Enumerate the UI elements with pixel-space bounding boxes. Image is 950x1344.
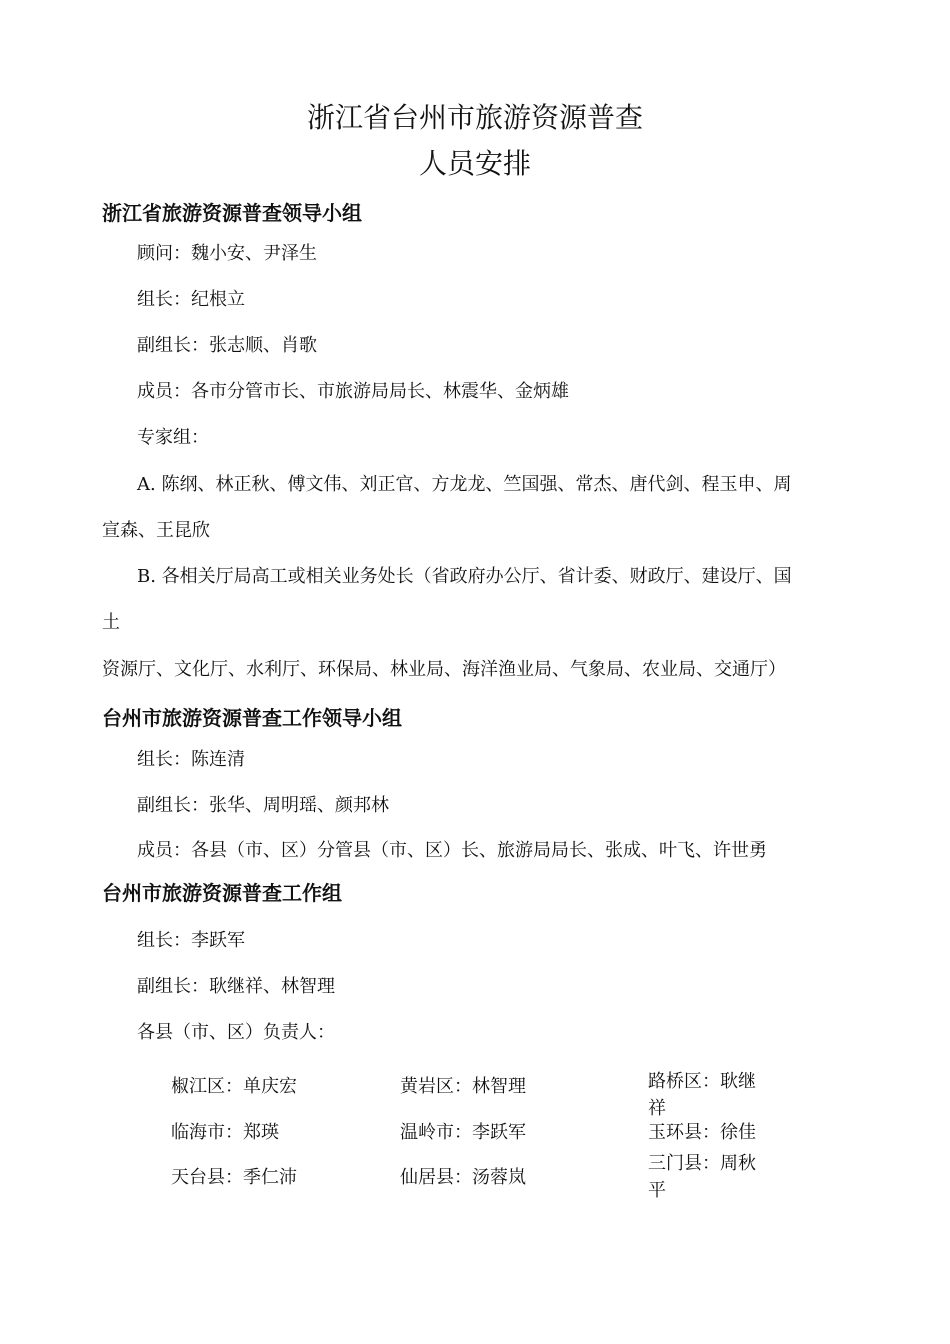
expert-group-b-line: B. 各相关厅局高工或相关业务处长（省政府办公厅、省计委、财政厅、建设厅、国 [137,566,792,587]
experts-label: 专家组： [137,427,209,448]
section-heading-work-group: 台州市旅游资源普查工作组 [102,881,342,905]
deputy-leader-line: 副组长：张志顺、肖歌 [137,335,317,356]
county-lead-cell: 临海市：郑瑛 [171,1122,279,1143]
county-lead-cell: 黄岩区：林智理 [400,1076,526,1097]
expert-group-a-continuation: 宣森、王昆欣 [102,520,210,541]
county-lead-cell: 天台县：季仁沛 [171,1167,297,1188]
city-members-line: 成员：各县（市、区）分管县（市、区）长、旅游局局长、张成、叶飞、许世勇 [137,840,767,861]
leader-line: 组长：纪根立 [137,289,245,310]
document-title: 浙江省台州市旅游资源普查 [306,101,643,134]
expert-group-b-continuation: 土 [102,612,120,633]
county-leads-label: 各县（市、区）负责人： [137,1022,335,1043]
city-leader-line: 组长：陈连清 [137,749,245,770]
expert-group-a-line: A. 陈纲、林正秋、傅文伟、刘正官、方龙龙、竺国强、常杰、唐代剑、程玉申、周 [137,474,792,495]
members-line: 成员：各市分管市长、市旅游局局长、林震华、金炳雄 [137,381,569,402]
section-heading-provincial-group: 浙江省旅游资源普查领导小组 [102,201,362,225]
work-leader-line: 组长：李跃军 [137,930,245,951]
city-deputy-line: 副组长：张华、周明瑶、颜邦林 [137,795,389,816]
county-lead-cell: 路桥区：耿继祥 [648,1071,756,1119]
expert-group-b-continuation-2: 资源厅、文化厅、水利厅、环保局、林业局、海洋渔业局、气象局、农业局、交通厅） [102,659,786,680]
county-lead-cell: 三门县：周秋平 [648,1153,756,1201]
work-deputy-line: 副组长：耿继祥、林智理 [137,976,335,997]
document-subtitle: 人员安排 [418,147,531,180]
section-heading-city-leadership: 台州市旅游资源普查工作领导小组 [102,706,402,730]
county-lead-cell: 仙居县：汤蓉岚 [400,1167,526,1188]
county-lead-cell: 温岭市：李跃军 [400,1122,526,1143]
county-lead-cell: 椒江区：单庆宏 [171,1076,297,1097]
advisor-line: 顾问：魏小安、尹泽生 [137,243,317,264]
county-lead-cell: 玉环县：徐佳 [648,1122,756,1143]
